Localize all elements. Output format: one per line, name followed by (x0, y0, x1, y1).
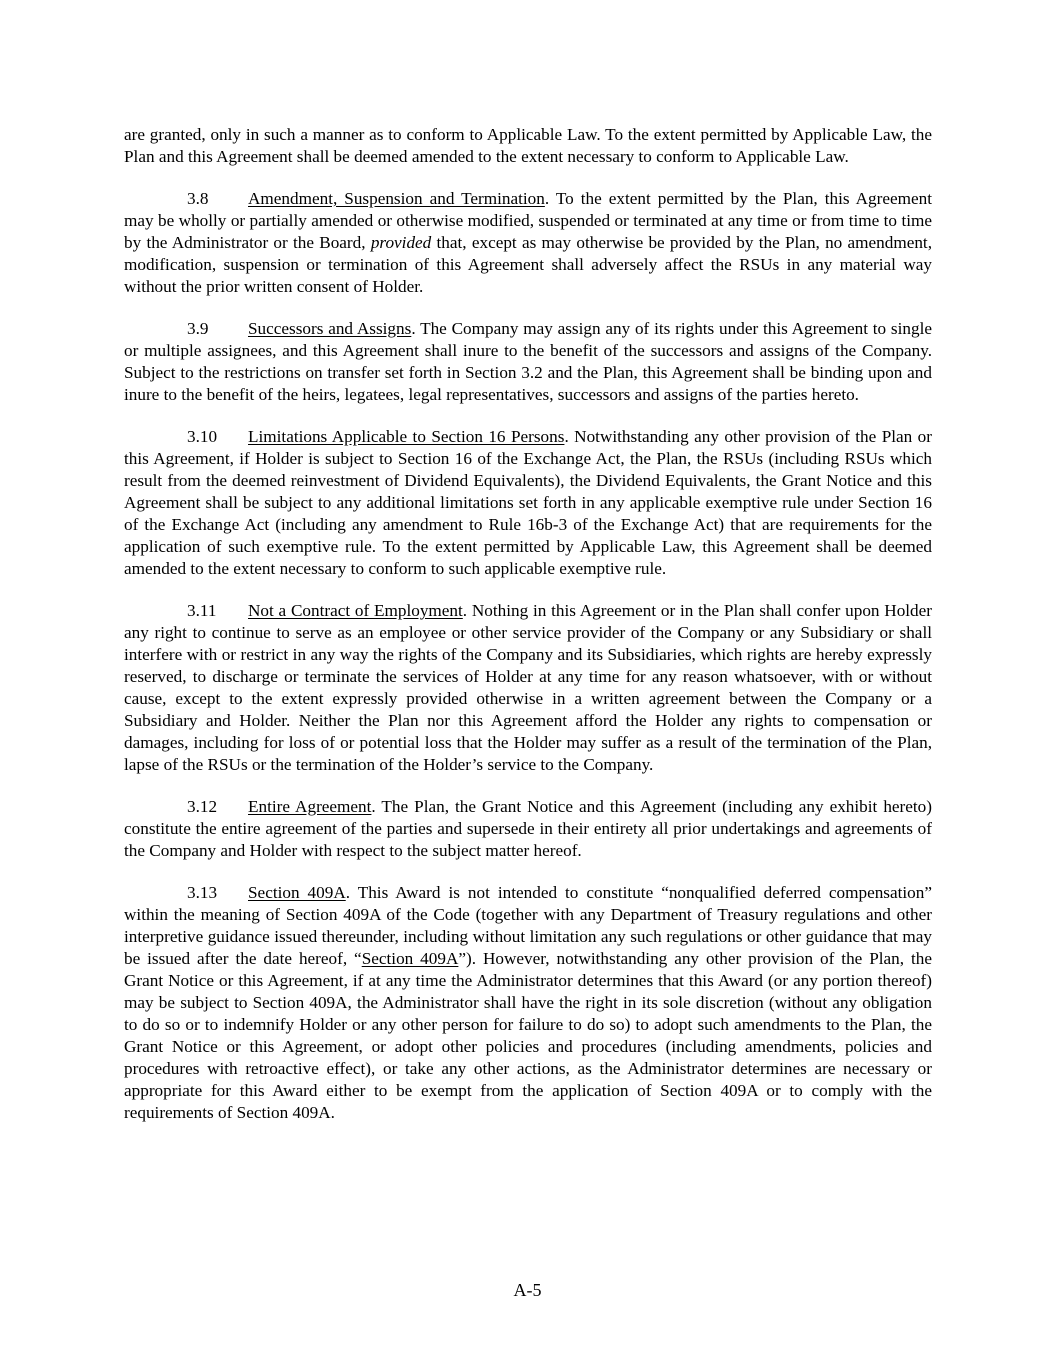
section-heading: Not a Contract of Employment (248, 601, 463, 620)
italic-term: provided (370, 233, 432, 252)
section-number: 3.9 (187, 319, 209, 338)
defined-term: Section 409A (361, 949, 459, 968)
section-heading: Limitations Applicable to Section 16 Persons (248, 427, 565, 446)
section-number: 3.8 (187, 189, 209, 208)
page-number: A-5 (513, 1280, 542, 1300)
section-heading: Amendment, Suspension and Termination (248, 189, 545, 208)
section-text-cont: ”). However, notwithstanding any other provision of the Plan, the Grant Notice or this Agreement, if at any time the Administrator determines that this Award (or any portion thereof) may be subject to Section 409A, the Administrator shall have the right in its sole discretion (without any obligation to do so or to indemnify Holder or any other person for failure to do so) to adopt such amendments to the Plan, the Grant Notice or this Agreement, or adopt other policies and procedures (including amendments, policies and procedures with retroactive effect), or take any other actions, as the Administrator determines are necessary or appropriate for this Award either to be exempt from the application of Section 409A or to comply with the requirements of Section 409A. (124, 949, 932, 1122)
section-3-10 (124, 426, 932, 580)
section-text: . Nothing in this Agreement or in the Plan shall confer upon Holder any right to continue to serve as an employee or other service provider of the Company or any Subsidiary or shall interfere with or restrict in any way the rights of the Company and its Subsidiaries, which rights are hereby expressly reserved, to discharge or terminate the services of Holder at any time for any reason whatsoever, with or without cause, except to the extent expressly provided otherwise in a written agreement between the Company or a Subsidiary and Holder. Neither the Plan nor this Agreement afford the Holder any rights to compensation or damages, including for loss of or potential loss that the Holder may suffer as a result of the termination of the Plan, lapse of the RSUs or the termination of the Holder’s service to the Company. (124, 601, 933, 774)
section-text: . This Award is not intended to constitute “nonqualified deferred compensation” within the meaning of Section 409A of the Code (together with any Department of Treasury regulations and other interpretive guidance issued thereunder, including without limitation any such regulations or other guidance that may be issued after the date hereof, “ (124, 883, 932, 968)
document-page (124, 124, 932, 1144)
intro-paragraph: are granted, only in such a manner as to conform to Applicable Law. To the extent permitted by Applicable Law, the Plan and this Agreement shall be deemed amended to the extent necessary to conform to Applicable Law. (124, 125, 932, 166)
section-3-11 (124, 600, 932, 776)
section-text: . To the extent permitted by the Plan, this Agreement may be wholly or partially amended or otherwise modified, suspended or terminated at any time or from time to time by the Administrator or the Board, (124, 189, 932, 252)
section-number: 3.12 (187, 797, 218, 816)
section-3-12 (124, 796, 932, 862)
section-text: . Notwithstanding any other provision of the Plan or this Agreement, if Holder is subject to Section 16 of the Exchange Act, the Plan, the RSUs (including RSUs which result from the deemed reinvestment of Dividend Equivalents), the Dividend Equivalents, the Grant Notice and this Agreement shall be subject to any additional limitations set forth in any applicable exemptive rule under Section 16 of the Exchange Act (including any amendment to Rule 16b-3 of the Exchange Act) that are requirements for the application of such exemptive rule. To the extent permitted by Applicable Law, this Agreement shall be deemed amended to the extent necessary to conform to such applicable exemptive rule. (124, 427, 932, 578)
section-number: 3.13 (187, 883, 218, 902)
section-heading: Successors and Assigns (248, 319, 412, 338)
section-text: . The Company may assign any of its rights under this Agreement to single or multiple assignees, and this Agreement shall inure to the benefit of the successors and assigns of the Company. Subject to the restrictions on transfer set forth in Section 3.2 and the Plan, this Agreement shall be binding upon and inure to the benefit of the heirs, legatees, legal representatives, successors and assigns of the parties hereto. (124, 319, 932, 404)
section-number: 3.11 (187, 601, 217, 620)
section-3-9 (124, 318, 932, 406)
section-text-cont: that, except as may otherwise be provided by the Plan, no amendment, modification, suspension or termination of this Agreement shall adversely affect the RSUs in any material way without the prior written consent of Holder. (124, 233, 933, 296)
section-3-13 (124, 882, 932, 1124)
section-text: . The Plan, the Grant Notice and this Agreement (including any exhibit hereto) constitute the entire agreement of the parties and supersede in their entirety all prior undertakings and agreements of the Company and Holder with respect to the subject matter hereof. (124, 797, 932, 860)
section-heading: Section 409A (248, 883, 346, 902)
section-number: 3.10 (187, 427, 218, 446)
section-heading: Entire Agreement (248, 797, 372, 816)
section-3-8 (124, 188, 932, 298)
